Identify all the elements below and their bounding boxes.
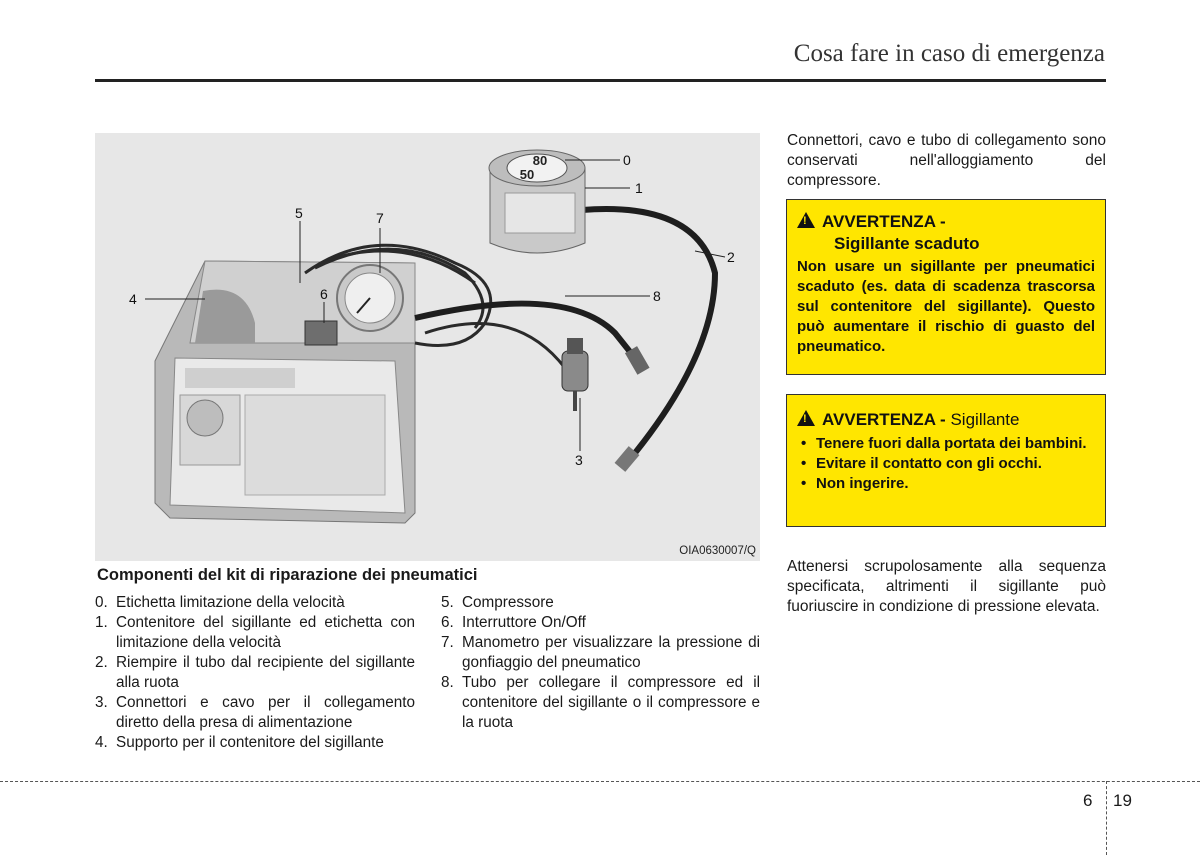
list-item: 1. Contenitore del sigillante ed etichetta con limitazione della velocità <box>95 614 415 651</box>
list-item: 6. Interruttore On/Off <box>441 614 586 631</box>
warning-icon <box>797 212 815 228</box>
warning-header: !AVVERTENZA - Sigillante <box>797 410 1095 430</box>
callout-4: 4 <box>129 291 137 307</box>
warning-box-expired-sealant <box>786 199 1106 375</box>
power-plug <box>562 338 588 411</box>
callout-6: 6 <box>320 286 328 302</box>
callout-1: 1 <box>635 180 643 196</box>
callout-2: 2 <box>727 249 735 265</box>
warning-body: Non usare un sigillante per pneumatici scaduto (es. data di scadenza trascorsa sul contenitore del sigillante). Questo può aumentare il rischio di guasto del pneumatico. <box>797 258 1095 355</box>
warning-box-sealant <box>786 394 1106 527</box>
header-title: Cosa fare in caso di emergenza <box>793 40 1105 67</box>
chapter-number: 6 <box>1083 791 1093 810</box>
intro-paragraph: Connettori, cavo e tubo di collegamento sono conservati nell'alloggiamento del compressore. <box>787 132 1106 189</box>
warning-list <box>797 434 1095 494</box>
speed-label-top: 80 <box>532 153 548 168</box>
figure-code: OIA0630007/Q <box>679 545 756 557</box>
list-item: 4. Supporto per il contenitore del sigillante <box>95 734 384 751</box>
list-item: 8. Tubo per collegare il compressore ed il contenitore del sigillante o il compressore e la ruota <box>441 674 760 731</box>
list-item: 0. Etichetta limitazione della velocità <box>95 594 345 611</box>
components-list-left <box>95 593 415 753</box>
speed-label-bottom: 50 <box>519 167 535 182</box>
list-item: 2. Riempire il tubo dal recipiente del sigillante alla ruota <box>95 654 415 691</box>
warning-item: • Non ingerire. <box>797 474 1095 494</box>
page-number: 19 <box>1113 791 1132 810</box>
warning-icon <box>797 410 815 426</box>
footer-divider <box>0 781 1200 782</box>
tire-repair-kit-figure <box>95 133 760 561</box>
list-item: 7. Manometro per visualizzare la pressione di gonfiaggio del pneumatico <box>441 634 760 671</box>
callout-5: 5 <box>295 205 303 221</box>
callout-3: 3 <box>575 452 583 468</box>
components-list-right <box>441 593 760 733</box>
warning-item: • Evitare il contatto con gli occhi. <box>797 454 1095 474</box>
sealant-bottle <box>489 150 585 253</box>
compressor-hose <box>415 304 635 358</box>
list-item: 3. Connettori e cavo per il collegamento diretto della presa di alimentazione <box>95 694 415 731</box>
on-off-switch <box>305 321 337 345</box>
warning-subtitle: Sigillante scaduto <box>834 234 980 253</box>
compressor <box>155 261 415 523</box>
kit-illustration <box>95 133 760 561</box>
outro-paragraph: Attenersi scrupolosamente alla sequenza specificata, altrimenti il sigillante può fuoriuscire in condizione di pressione elevata. <box>787 558 1106 615</box>
caption-title: Componenti del kit di riparazione dei pneumatici <box>97 566 478 584</box>
callout-8: 8 <box>653 288 661 304</box>
list-item: 5. Compressore <box>441 594 554 611</box>
page-number-divider <box>1106 781 1107 855</box>
warning-header: !AVVERTENZA - <box>797 212 1095 232</box>
header-rule <box>95 79 1106 82</box>
callout-7: 7 <box>376 210 384 226</box>
callout-0: 0 <box>623 152 631 168</box>
warning-item: • Tenere fuori dalla portata dei bambini. <box>797 434 1095 454</box>
